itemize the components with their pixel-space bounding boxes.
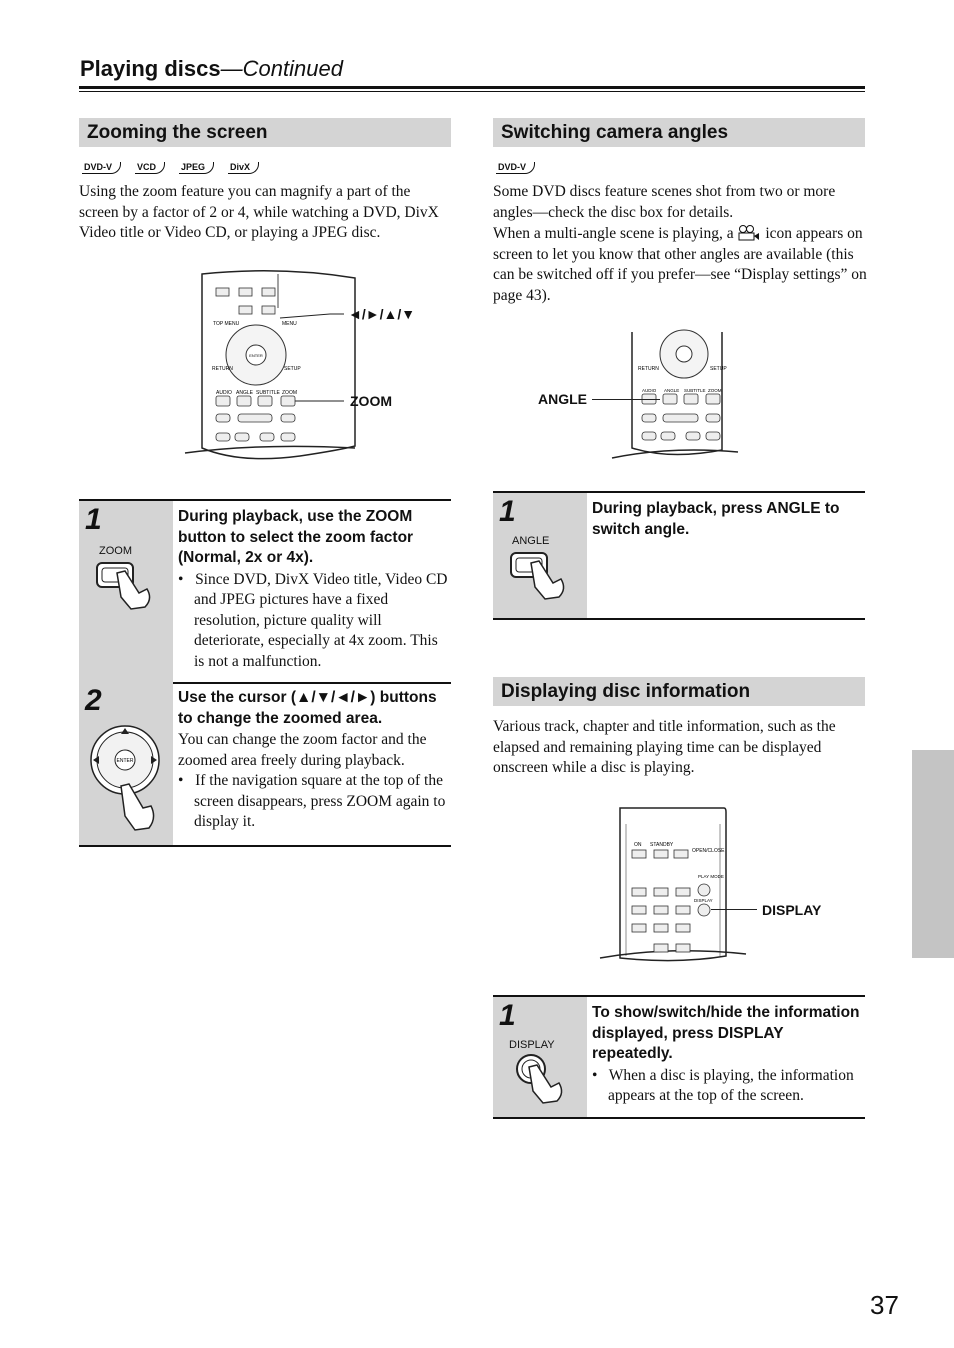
zoom-step-1-button-label: ZOOM bbox=[99, 545, 132, 557]
angle-step-1-button-label: ANGLE bbox=[512, 535, 550, 547]
display-remote-playmode-label: PLAY MODE bbox=[698, 874, 724, 879]
zoom-step-1-instruction: During playback, use the ZOOM button to select the zoom factor (Normal, 2x or 4x). bbox=[178, 508, 414, 566]
angle-disc-icons bbox=[496, 157, 545, 175]
angle-step-1-number: 1 bbox=[499, 495, 516, 528]
angle-step-1 bbox=[493, 491, 865, 620]
zoom-remote-menu-label: MENU bbox=[282, 321, 297, 327]
display-remote-display-label: DISPLAY bbox=[694, 898, 713, 903]
disc-icon-jpeg: JPEG bbox=[179, 162, 214, 174]
angle-intro-2-before: When a multi-angle scene is playing, a bbox=[493, 225, 734, 242]
zoom-disc-icons bbox=[82, 157, 269, 175]
angle-remote-subtitle-label: SUBTITLE bbox=[684, 388, 706, 393]
info-intro: Various track, chapter and title information, such as the elapsed and remaining playing time can be displayed onscreen while a disc is playing. bbox=[493, 718, 836, 776]
zoom-remote-audio-label: AUDIO bbox=[216, 390, 232, 396]
angle-remote-setup-label: SETUP bbox=[710, 366, 727, 372]
zoom-remote-zoom-label: ZOOM bbox=[282, 390, 297, 396]
camera-angle-icon bbox=[737, 225, 761, 241]
zoom-step-1-bullet-text: Since DVD, DivX Video title, Video CD and JPEG pictures have a fixed resolution, picture quality will deteriorate, especially at 4x zoom. This is not a malfunction. bbox=[194, 570, 448, 670]
display-remote-standby-label: STANDBY bbox=[650, 842, 674, 848]
zoom-step-1-bullet: • Since DVD, DivX Video title, Video CD and JPEG pictures have a fixed resolution, picture quality will deteriorate, especially at 4x zoom. This is not a malfunction. bbox=[178, 570, 448, 670]
zoom-callout-zoom: ZOOM bbox=[350, 393, 392, 409]
header-rule bbox=[79, 86, 865, 89]
zoom-step-2-number: 2 bbox=[85, 684, 102, 717]
cursor-pad-enter-label: ENTER bbox=[116, 758, 134, 764]
info-step-1-bullet-text: When a disc is playing, the information appears at the top of the screen. bbox=[608, 1066, 854, 1104]
angle-callout-line bbox=[592, 399, 660, 400]
disc-icon-dvd: DVD-V bbox=[82, 162, 121, 174]
disc-icon-vcd: VCD bbox=[135, 162, 165, 174]
page-number: 37 bbox=[870, 1290, 899, 1320]
zoom-remote-subtitle-label: SUBTITLE bbox=[256, 390, 280, 396]
info-step-1 bbox=[493, 995, 865, 1119]
header-rule-thin bbox=[79, 91, 865, 92]
zoom-step-1-number: 1 bbox=[85, 503, 102, 536]
angle-intro-text: Some DVD discs feature scenes shot from two or more angles—check the disc box for details. bbox=[493, 183, 836, 221]
display-remote-on-label: ON bbox=[634, 842, 642, 848]
info-section-title: Displaying disc information bbox=[493, 677, 865, 706]
disc-icon-divx: DivX bbox=[228, 162, 259, 174]
disc-icon-dvd: DVD-V bbox=[496, 162, 535, 174]
angle-step-1-instruction: During playback, press ANGLE to switch angle. bbox=[592, 500, 840, 538]
zoom-step-2-bullet: • If the navigation square at the top of the screen disappears, press ZOOM again to display it. bbox=[178, 772, 446, 830]
display-remote-open-close-label: OPEN/CLOSE bbox=[692, 848, 725, 854]
zoom-intro: Using the zoom feature you can magnify a part of the screen by a factor of 2 or 4, while watching a DVD, DivX Video title or Video CD, or playing a JPEG disc. bbox=[79, 183, 439, 241]
zoom-button-press-icon bbox=[95, 559, 157, 611]
zoom-remote-topmenu-label: TOP MENU bbox=[213, 321, 240, 327]
zoom-remote-return-label: RETURN bbox=[212, 366, 233, 372]
info-step-1-number: 1 bbox=[499, 999, 516, 1032]
angle-remote-angle-label: ANGLE bbox=[664, 388, 680, 393]
display-callout-line bbox=[711, 909, 757, 910]
info-step-1-bullet: • When a disc is playing, the information appears at the top of the screen. bbox=[592, 1066, 854, 1104]
angle-intro-2 bbox=[493, 224, 867, 306]
zoom-remote-enter-label: ENTER bbox=[249, 353, 263, 358]
angle-remote-return-label: RETURN bbox=[638, 366, 659, 372]
header-continued: —Continued bbox=[220, 56, 343, 81]
zoom-step-2-text: You can change the zoom factor and the zoomed area freely during playback. bbox=[178, 731, 427, 769]
angle-section-title: Switching camera angles bbox=[493, 118, 865, 147]
angle-button-press-icon bbox=[509, 549, 571, 605]
cursor-pad-press-icon bbox=[87, 720, 169, 838]
zoom-callout-arrows: ◄/►/▲/▼ bbox=[348, 306, 416, 322]
zoom-step-1 bbox=[79, 499, 451, 684]
info-step-1-instruction: To show/switch/hide the information displayed, press DISPLAY repeatedly. bbox=[592, 1004, 860, 1062]
page-header bbox=[80, 56, 343, 82]
angle-callout: ANGLE bbox=[538, 391, 587, 407]
display-callout: DISPLAY bbox=[762, 902, 822, 918]
chapter-side-tab bbox=[912, 750, 954, 958]
header-title: Playing discs bbox=[80, 56, 221, 81]
angle-remote-audio-label: AUDIO bbox=[642, 388, 657, 393]
angle-intro-2-after: icon appears on screen to let you know that other angles are available (this can be switched off if you prefer—see “Display settings” on page 43). bbox=[493, 225, 867, 304]
zoom-step-2 bbox=[79, 682, 451, 847]
display-button-press-icon bbox=[513, 1053, 573, 1109]
info-step-1-button-label: DISPLAY bbox=[509, 1039, 555, 1051]
zoom-remote-figure bbox=[180, 268, 450, 468]
angle-intro bbox=[493, 182, 867, 306]
zoom-remote-setup-label: SETUP bbox=[284, 366, 301, 372]
zoom-step-2-bullet-text: If the navigation square at the top of the screen disappears, press ZOOM again to display it. bbox=[194, 772, 446, 830]
angle-remote-zoom-label: ZOOM bbox=[708, 388, 722, 393]
zoom-section-title: Zooming the screen bbox=[79, 118, 451, 147]
angle-remote-figure bbox=[610, 328, 740, 463]
zoom-remote-angle-label: ANGLE bbox=[236, 390, 253, 396]
display-remote-figure bbox=[598, 806, 748, 964]
zoom-step-2-instruction: Use the cursor (▲/▼/◄/►) buttons to change the zoomed area. bbox=[178, 689, 437, 727]
